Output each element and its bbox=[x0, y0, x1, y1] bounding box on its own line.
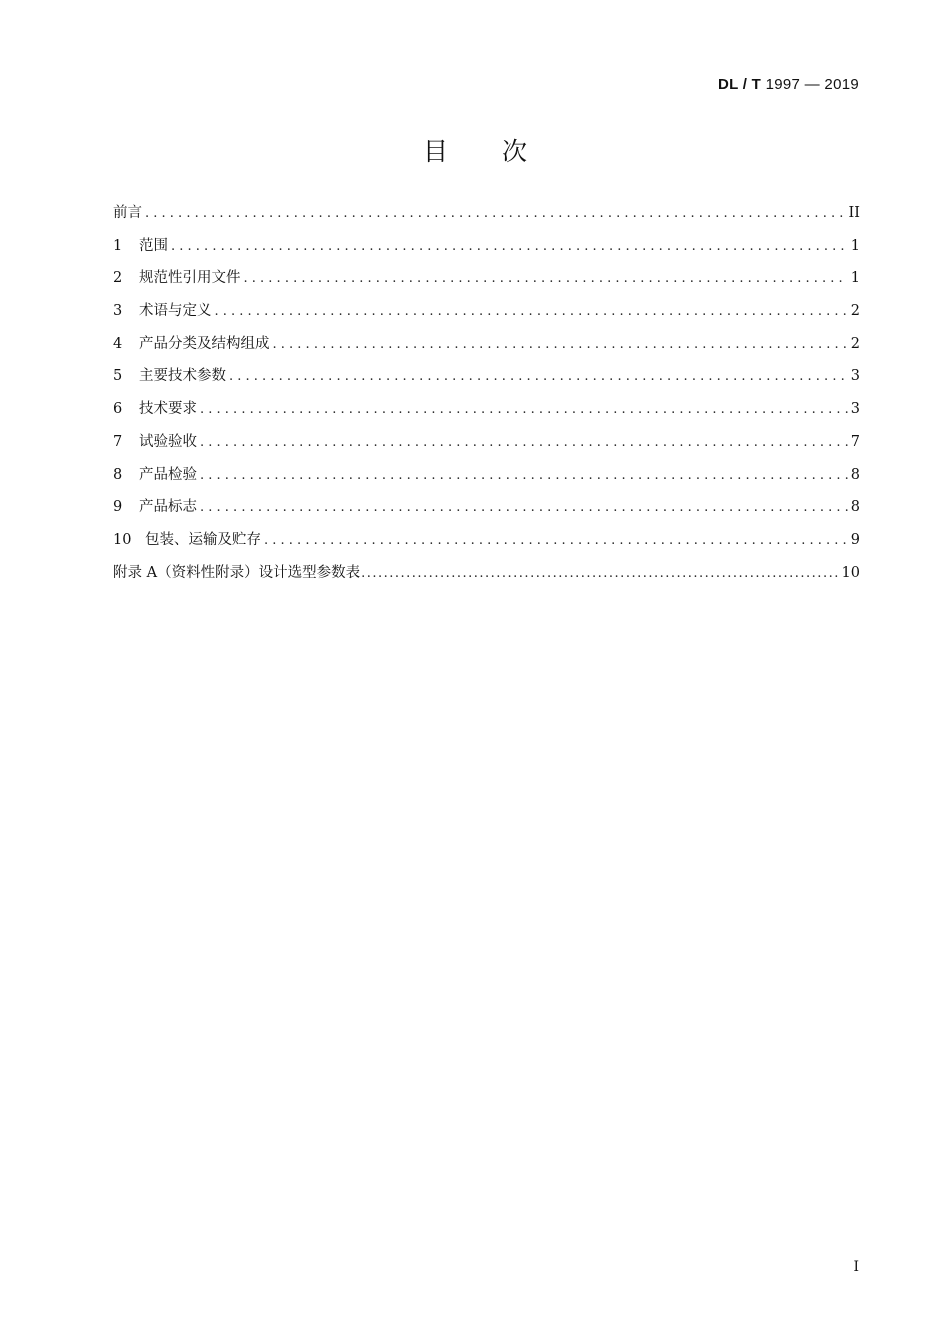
toc-leader-dots bbox=[361, 561, 840, 587]
table-of-contents bbox=[113, 200, 860, 592]
toc-entry-page: 8 bbox=[850, 466, 860, 483]
toc-entry-acceptance-test[interactable] bbox=[113, 429, 860, 462]
toc-entry-page: 10 bbox=[841, 564, 860, 581]
toc-entry-label: 主要技术参数 bbox=[139, 368, 226, 385]
standard-code-header bbox=[718, 76, 859, 93]
toc-entry-label: 技术要求 bbox=[139, 401, 197, 418]
toc-entry-label: 产品标志 bbox=[139, 499, 197, 516]
toc-leader-dots bbox=[200, 463, 848, 489]
toc-entry-number: 9 bbox=[113, 499, 123, 516]
toc-entry-terms-definitions[interactable] bbox=[113, 298, 860, 331]
toc-entry-number: 3 bbox=[113, 303, 123, 320]
toc-entry-page: 3 bbox=[850, 368, 860, 385]
toc-entry-page: 8 bbox=[850, 499, 860, 516]
toc-entry-page: 9 bbox=[850, 531, 860, 548]
toc-entry-page: 2 bbox=[850, 335, 860, 352]
toc-entry-label: 术语与定义 bbox=[139, 303, 212, 320]
toc-entry-label: 规范性引用文件 bbox=[139, 270, 241, 287]
toc-leader-dots bbox=[145, 201, 846, 227]
toc-entry-normative-references[interactable] bbox=[113, 265, 860, 298]
toc-entry-page: 1 bbox=[850, 237, 860, 254]
toc-entry-label: 产品分类及结构组成 bbox=[139, 335, 270, 352]
page-number: I bbox=[853, 1259, 859, 1275]
toc-entry-number: 6 bbox=[113, 401, 123, 418]
standard-code-prefix: DL / T bbox=[717, 76, 762, 93]
toc-leader-dots bbox=[215, 299, 848, 325]
toc-entry-product-marking[interactable] bbox=[113, 494, 860, 527]
toc-entry-label: 附录 A（资料性附录）设计选型参数表 bbox=[113, 564, 361, 581]
toc-entry-foreword[interactable] bbox=[113, 200, 860, 233]
toc-entry-label: 包装、运输及贮存 bbox=[145, 531, 261, 548]
toc-entry-number: 10 bbox=[113, 531, 132, 548]
toc-leader-dots bbox=[264, 528, 848, 554]
toc-leader-dots bbox=[273, 332, 848, 358]
toc-entry-page: 1 bbox=[850, 270, 860, 287]
toc-entry-page: II bbox=[848, 205, 860, 221]
standard-code-number: 1997 — 2019 bbox=[761, 76, 859, 93]
toc-entry-scope[interactable] bbox=[113, 233, 860, 266]
toc-leader-dots bbox=[171, 234, 848, 260]
toc-entry-classification[interactable] bbox=[113, 331, 860, 364]
toc-entry-main-parameters[interactable] bbox=[113, 363, 860, 396]
toc-entry-label: 试验验收 bbox=[139, 433, 197, 450]
toc-entry-appendix-a[interactable] bbox=[113, 560, 860, 593]
toc-entry-page: 7 bbox=[850, 433, 860, 450]
toc-leader-dots bbox=[229, 364, 848, 390]
toc-leader-dots bbox=[200, 430, 848, 456]
toc-entry-packaging-transport-storage[interactable] bbox=[113, 527, 860, 560]
toc-entry-label: 范围 bbox=[139, 237, 168, 254]
toc-entry-number: 8 bbox=[113, 466, 123, 483]
page-title: 目次 bbox=[422, 137, 581, 166]
toc-entry-page: 2 bbox=[850, 303, 860, 320]
toc-entry-label: 前言 bbox=[113, 205, 142, 221]
toc-entry-label: 产品检验 bbox=[139, 466, 197, 483]
toc-leader-dots bbox=[244, 266, 848, 292]
toc-entry-number: 1 bbox=[113, 237, 123, 254]
toc-entry-technical-requirements[interactable] bbox=[113, 396, 860, 429]
toc-entry-product-inspection[interactable] bbox=[113, 462, 860, 495]
toc-entry-number: 7 bbox=[113, 433, 123, 450]
toc-entry-number: 2 bbox=[113, 270, 123, 287]
toc-entry-page: 3 bbox=[850, 401, 860, 418]
toc-leader-dots bbox=[200, 397, 848, 423]
toc-entry-number: 4 bbox=[113, 335, 123, 352]
toc-leader-dots bbox=[200, 495, 848, 521]
toc-entry-number: 5 bbox=[113, 368, 123, 385]
